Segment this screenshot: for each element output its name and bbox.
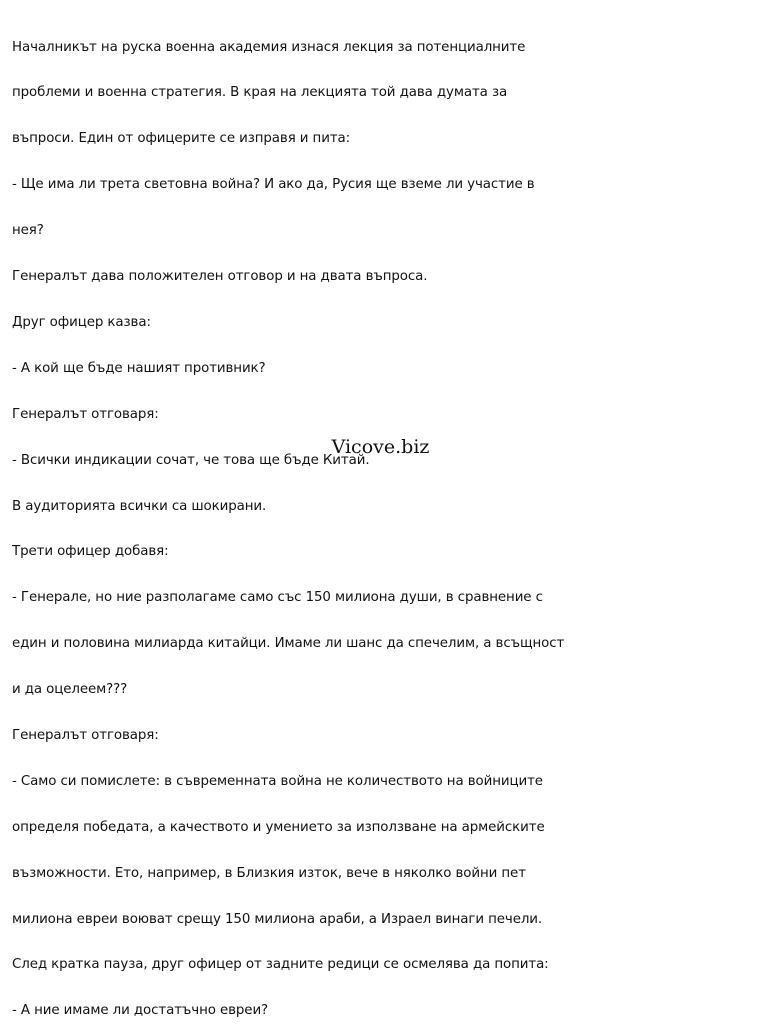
site-watermark: Vicove.biz bbox=[331, 436, 430, 458]
text-line: проблеми и военна стратегия. В края на лекцията той дава думата за bbox=[12, 85, 508, 101]
text-line: - Само си помислете: в съвременната война не количеството на войниците bbox=[12, 773, 543, 789]
text-line: - А кой ще бъде нашият противник? bbox=[12, 360, 266, 376]
text-line: възможности. Ето, например, в Близкия изток, вече в няколко войни пет bbox=[12, 865, 526, 881]
text-line: След кратка пауза, друг офицер от задните редици се осмелява да попита: bbox=[12, 957, 549, 973]
text-line: - Всички индикации сочат, че това ще бъде Китай. bbox=[12, 452, 370, 468]
text-line: определя победата, а качеството и умението за използване на армейските bbox=[12, 819, 545, 835]
text-line: един и половина милиарда китайци. Имаме ли шанс да спечелим, а всъщност bbox=[12, 636, 565, 652]
joke-text bbox=[12, 9, 752, 1034]
text-line: - Ще има ли трета световна война? И ако да, Русия ще вземе ли участие в bbox=[12, 177, 535, 193]
text-line: Генералът отговаря: bbox=[12, 406, 159, 422]
text-line: Генералът отговаря: bbox=[12, 727, 159, 743]
text-line: Генералът дава положителен отговор и на двата въпроса. bbox=[12, 269, 428, 285]
text-line: - А ние имаме ли достатъчно евреи? bbox=[12, 1003, 269, 1019]
text-line: въпроси. Един от офицерите се изправя и пита: bbox=[12, 131, 351, 147]
text-line: нея? bbox=[12, 223, 44, 239]
text-line: и да оцелеем??? bbox=[12, 682, 128, 698]
text-line: милиона евреи воюват срещу 150 милиона араби, а Израел винаги печели. bbox=[12, 911, 543, 927]
text-line: - Генерале, но ние разполагаме само със 150 милиона души, в сравнение с bbox=[12, 590, 543, 606]
text-line: Началникът на руска военна академия изнася лекция за потенциалните bbox=[12, 39, 526, 55]
text-line: Друг офицер казва: bbox=[12, 314, 151, 330]
text-line: В аудиторията всички са шокирани. bbox=[12, 498, 267, 514]
text-line: Трети офицер добавя: bbox=[12, 544, 169, 560]
